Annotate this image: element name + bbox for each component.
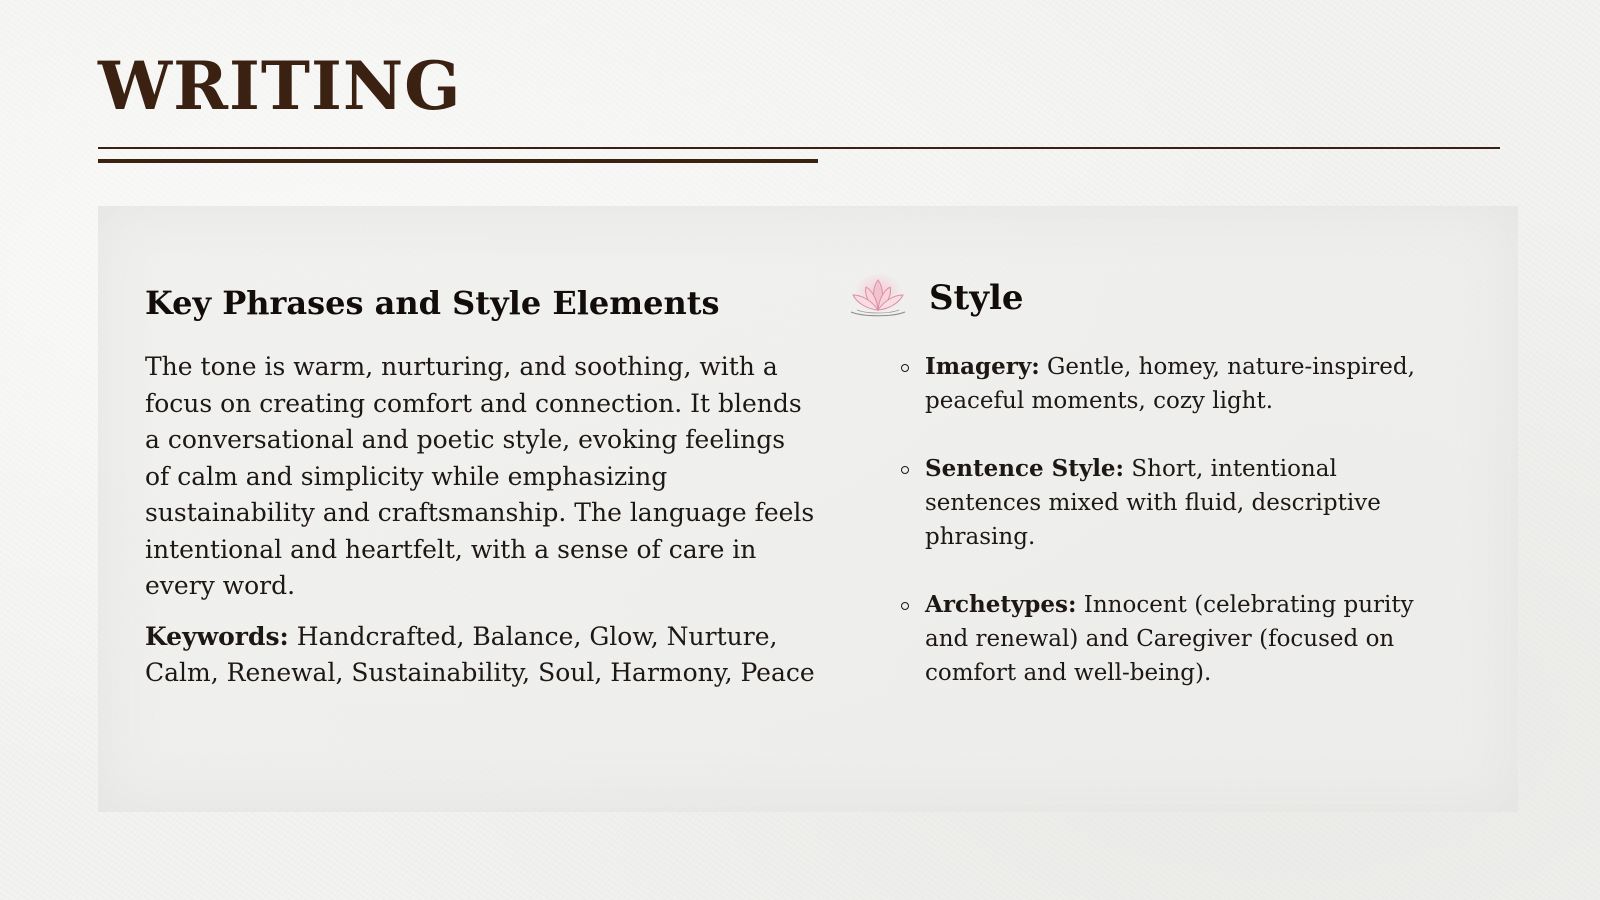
style-item-text: Gentle, homey, nature-inspired, peaceful moments, cozy light.: [925, 354, 1415, 414]
style-header: [845, 272, 1445, 324]
style-list: [845, 350, 1445, 690]
lotus-icon: [845, 272, 911, 324]
style-item-label: Imagery:: [925, 353, 1040, 380]
style-section: [845, 272, 1445, 724]
style-item-imagery: [925, 350, 1445, 418]
style-item-text: Innocent (celebrating purity and renewal) and Caregiver (focused on comfort and well-being).: [925, 592, 1414, 686]
keywords-label: Keywords:: [145, 621, 289, 651]
style-item-sentence-style: [925, 452, 1445, 554]
page-title: WRITING: [98, 47, 462, 125]
style-item-label: Archetypes:: [925, 591, 1077, 618]
style-item-archetypes: [925, 588, 1445, 690]
keywords-paragraph: [145, 619, 815, 692]
bullet-icon: [901, 364, 909, 372]
style-item-label: Sentence Style:: [925, 455, 1125, 482]
keywords-value: Handcrafted, Balance, Glow, Nurture, Calm, Renewal, Sustainability, Soul, Harmony, Peace: [145, 621, 815, 687]
bullet-icon: [901, 602, 909, 610]
bullet-icon: [901, 466, 909, 474]
key-phrases-section: [145, 283, 815, 692]
tone-description: The tone is warm, nurturing, and soothing, with a focus on creating comfort and connection. It blends a conversational and poetic style, evoking feelings of calm and simplicity while emphasizing sustainability and craftsmanship. The language feels intentional and heartfelt, with a sense of care in every word.: [145, 352, 815, 600]
style-item-text: Short, intentional sentences mixed with fluid, descriptive phrasing.: [925, 456, 1381, 550]
key-phrases-heading: Key Phrases and Style Elements: [145, 284, 720, 322]
title-divider-long: [98, 147, 1500, 149]
title-divider-short: [98, 159, 818, 163]
style-heading: Style: [929, 278, 1024, 318]
